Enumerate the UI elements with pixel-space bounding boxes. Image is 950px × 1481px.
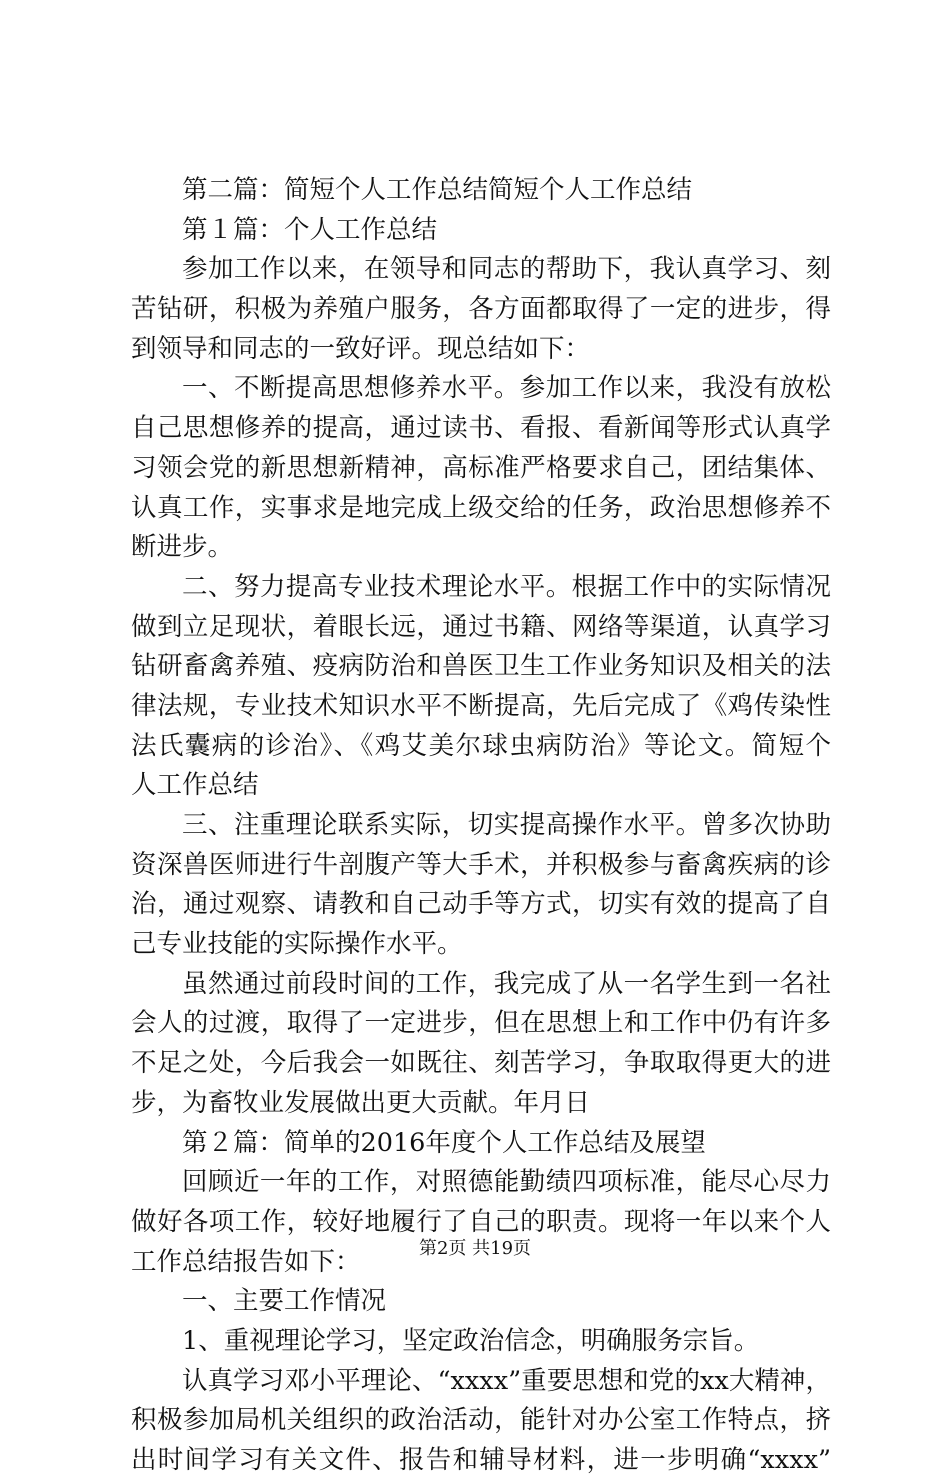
text-line: 做到立足现状，着眼长远，通过书籍、网络等渠道，认真学习	[131, 611, 831, 642]
text-line: 二、努力提高专业技术理论水平。根据工作中的实际情况	[182, 571, 831, 602]
text-line: 第二篇：简短个人工作总结简短个人工作总结	[182, 175, 693, 205]
text-line: 积极参加局机关组织的政治活动，能针对办公室工作特点，挤	[131, 1405, 831, 1436]
text-line: 会人的过渡，取得了一定进步，但在思想上和工作中仍有许多	[131, 1008, 831, 1039]
text-line: 到领导和同志的一致好评。现总结如下：	[131, 333, 591, 364]
text-line: 治，通过观察、请教和自己动手等方式，切实有效的提高了自	[131, 889, 831, 920]
text-line: 第１篇：个人工作总结	[182, 214, 438, 245]
text-line: 己专业技能的实际操作水平。	[131, 929, 463, 960]
text-line: 不足之处，今后我会一如既往、刻苦学习，争取取得更大的进	[131, 1048, 831, 1079]
text-line: 钻研畜禽养殖、疫病防治和兽医卫生工作业务知识及相关的法	[131, 651, 831, 682]
text-line: 自己思想修养的提高，通过读书、看报、看新闻等形式认真学	[131, 413, 831, 444]
text-line: 工作总结报告如下：	[131, 1246, 361, 1277]
page-footer: 第2页 共19页	[418, 1238, 532, 1259]
document-body	[131, 171, 831, 1481]
text-line: 三、注重理论联系实际，切实提高操作水平。曾多次协助	[182, 810, 831, 840]
text-line: 出时间学习有关文件、报告和辅导材料，进一步明确“xxxx”	[131, 1445, 831, 1475]
text-line: 资深兽医师进行牛剖腹产等大手术，并积极参与畜禽疾病的诊	[131, 849, 831, 880]
text-line: 参加工作以来，在领导和同志的帮助下，我认真学习、刻	[182, 254, 831, 285]
text-line: 习领会党的新思想新精神，高标准严格要求自己，团结集体、	[131, 452, 831, 483]
text-line: 1、重视理论学习，坚定政治信念，明确服务宗旨。	[182, 1325, 760, 1356]
text-line: 断进步。	[131, 532, 234, 563]
text-line: 虽然通过前段时间的工作，我完成了从一名学生到一名社	[182, 968, 831, 999]
text-line: 第２篇：简单的2016年度个人工作总结及展望	[182, 1127, 706, 1158]
text-line: 回顾近一年的工作，对照德能勤绩四项标准，能尽心尽力	[182, 1167, 831, 1198]
text-line: 苦钻研，积极为养殖户服务，各方面都取得了一定的进步，得	[131, 294, 831, 325]
text-line: 步，为畜牧业发展做出更大贡献。年月日	[131, 1087, 591, 1118]
text-line: 做好各项工作，较好地履行了自己的职责。现将一年以来个人	[131, 1206, 831, 1237]
text-line: 一、主要工作情况	[182, 1286, 387, 1317]
text-line: 一、不断提高思想修养水平。参加工作以来，我没有放松	[182, 373, 831, 404]
text-line: 认真工作，实事求是地完成上级交给的任务，政治思想修养不	[131, 492, 831, 523]
text-line: 法氏囊病的诊治》、《鸡艾美尔球虫病防治》等论文。简短个	[131, 730, 831, 761]
text-line: 人工作总结	[131, 770, 259, 801]
text-line: 认真学习邓小平理论、“xxxx”重要思想和党的xx大精神，	[182, 1365, 831, 1396]
text-line: 律法规，专业技术知识水平不断提高，先后完成了《鸡传染性	[131, 690, 831, 721]
